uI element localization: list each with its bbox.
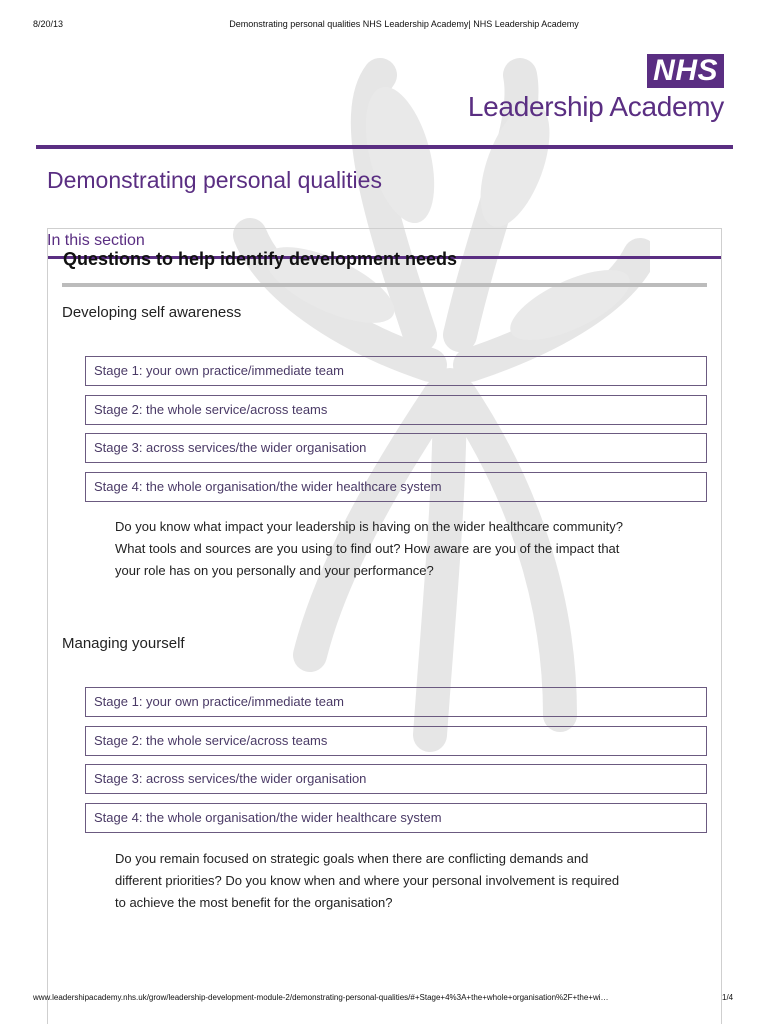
section-heading: Questions to help identify development needs xyxy=(63,249,458,269)
question-text xyxy=(115,516,705,582)
leadership-academy-wordmark: Leadership Academy xyxy=(467,91,724,122)
stage-1-link[interactable]: Stage 1: your own practice/immediate team xyxy=(85,356,707,386)
question-line: What tools and sources are you using to find out? How aware are you of the impact that xyxy=(115,541,620,556)
stage-2-link[interactable]: Stage 2: the whole service/across teams xyxy=(85,726,707,756)
question-line: different priorities? Do you know when and where your personal involvement is required xyxy=(115,873,620,888)
nhs-logo-mark: NHS xyxy=(647,54,724,88)
section-label: In this section xyxy=(47,232,145,249)
header-divider xyxy=(36,145,733,149)
print-url: www.leadershipacademy.nhs.uk/grow/leadership-development-module-2/demonstrating-personal-qualities/#+Stage+4%3A+the+whole+organisation%2F+the+wi… xyxy=(33,993,609,1002)
group-title-managing-yourself: Managing yourself xyxy=(62,635,185,652)
page-title: Demonstrating personal qualities xyxy=(47,167,382,193)
print-page-number: 1/4 xyxy=(722,993,734,1002)
question-line: Do you know what impact your leadership is having on the wider healthcare community? xyxy=(115,519,623,534)
question-line: Do you remain focused on strategic goals when there are conflicting demands and xyxy=(115,851,589,866)
stage-4-link[interactable]: Stage 4: the whole organisation/the wider healthcare system xyxy=(85,472,707,502)
stage-4-link[interactable]: Stage 4: the whole organisation/the wider healthcare system xyxy=(85,803,707,833)
heading-underline xyxy=(62,283,707,287)
question-text xyxy=(115,848,705,914)
nhs-logo xyxy=(468,54,724,124)
print-header xyxy=(0,19,768,33)
print-page-title: Demonstrating personal qualities NHS Leadership Academy| NHS Leadership Academy xyxy=(229,19,579,29)
question-line: to achieve the most benefit for the organisation? xyxy=(115,895,393,910)
group-title-self-awareness: Developing self awareness xyxy=(62,304,242,321)
question-line: your role has on you personally and your performance? xyxy=(115,563,434,578)
print-date: 8/20/13 xyxy=(33,19,64,29)
stage-1-link[interactable]: Stage 1: your own practice/immediate team xyxy=(85,687,707,717)
stage-3-link[interactable]: Stage 3: across services/the wider organisation xyxy=(85,433,707,463)
stage-3-link[interactable]: Stage 3: across services/the wider organisation xyxy=(85,764,707,794)
stage-2-link[interactable]: Stage 2: the whole service/across teams xyxy=(85,395,707,425)
